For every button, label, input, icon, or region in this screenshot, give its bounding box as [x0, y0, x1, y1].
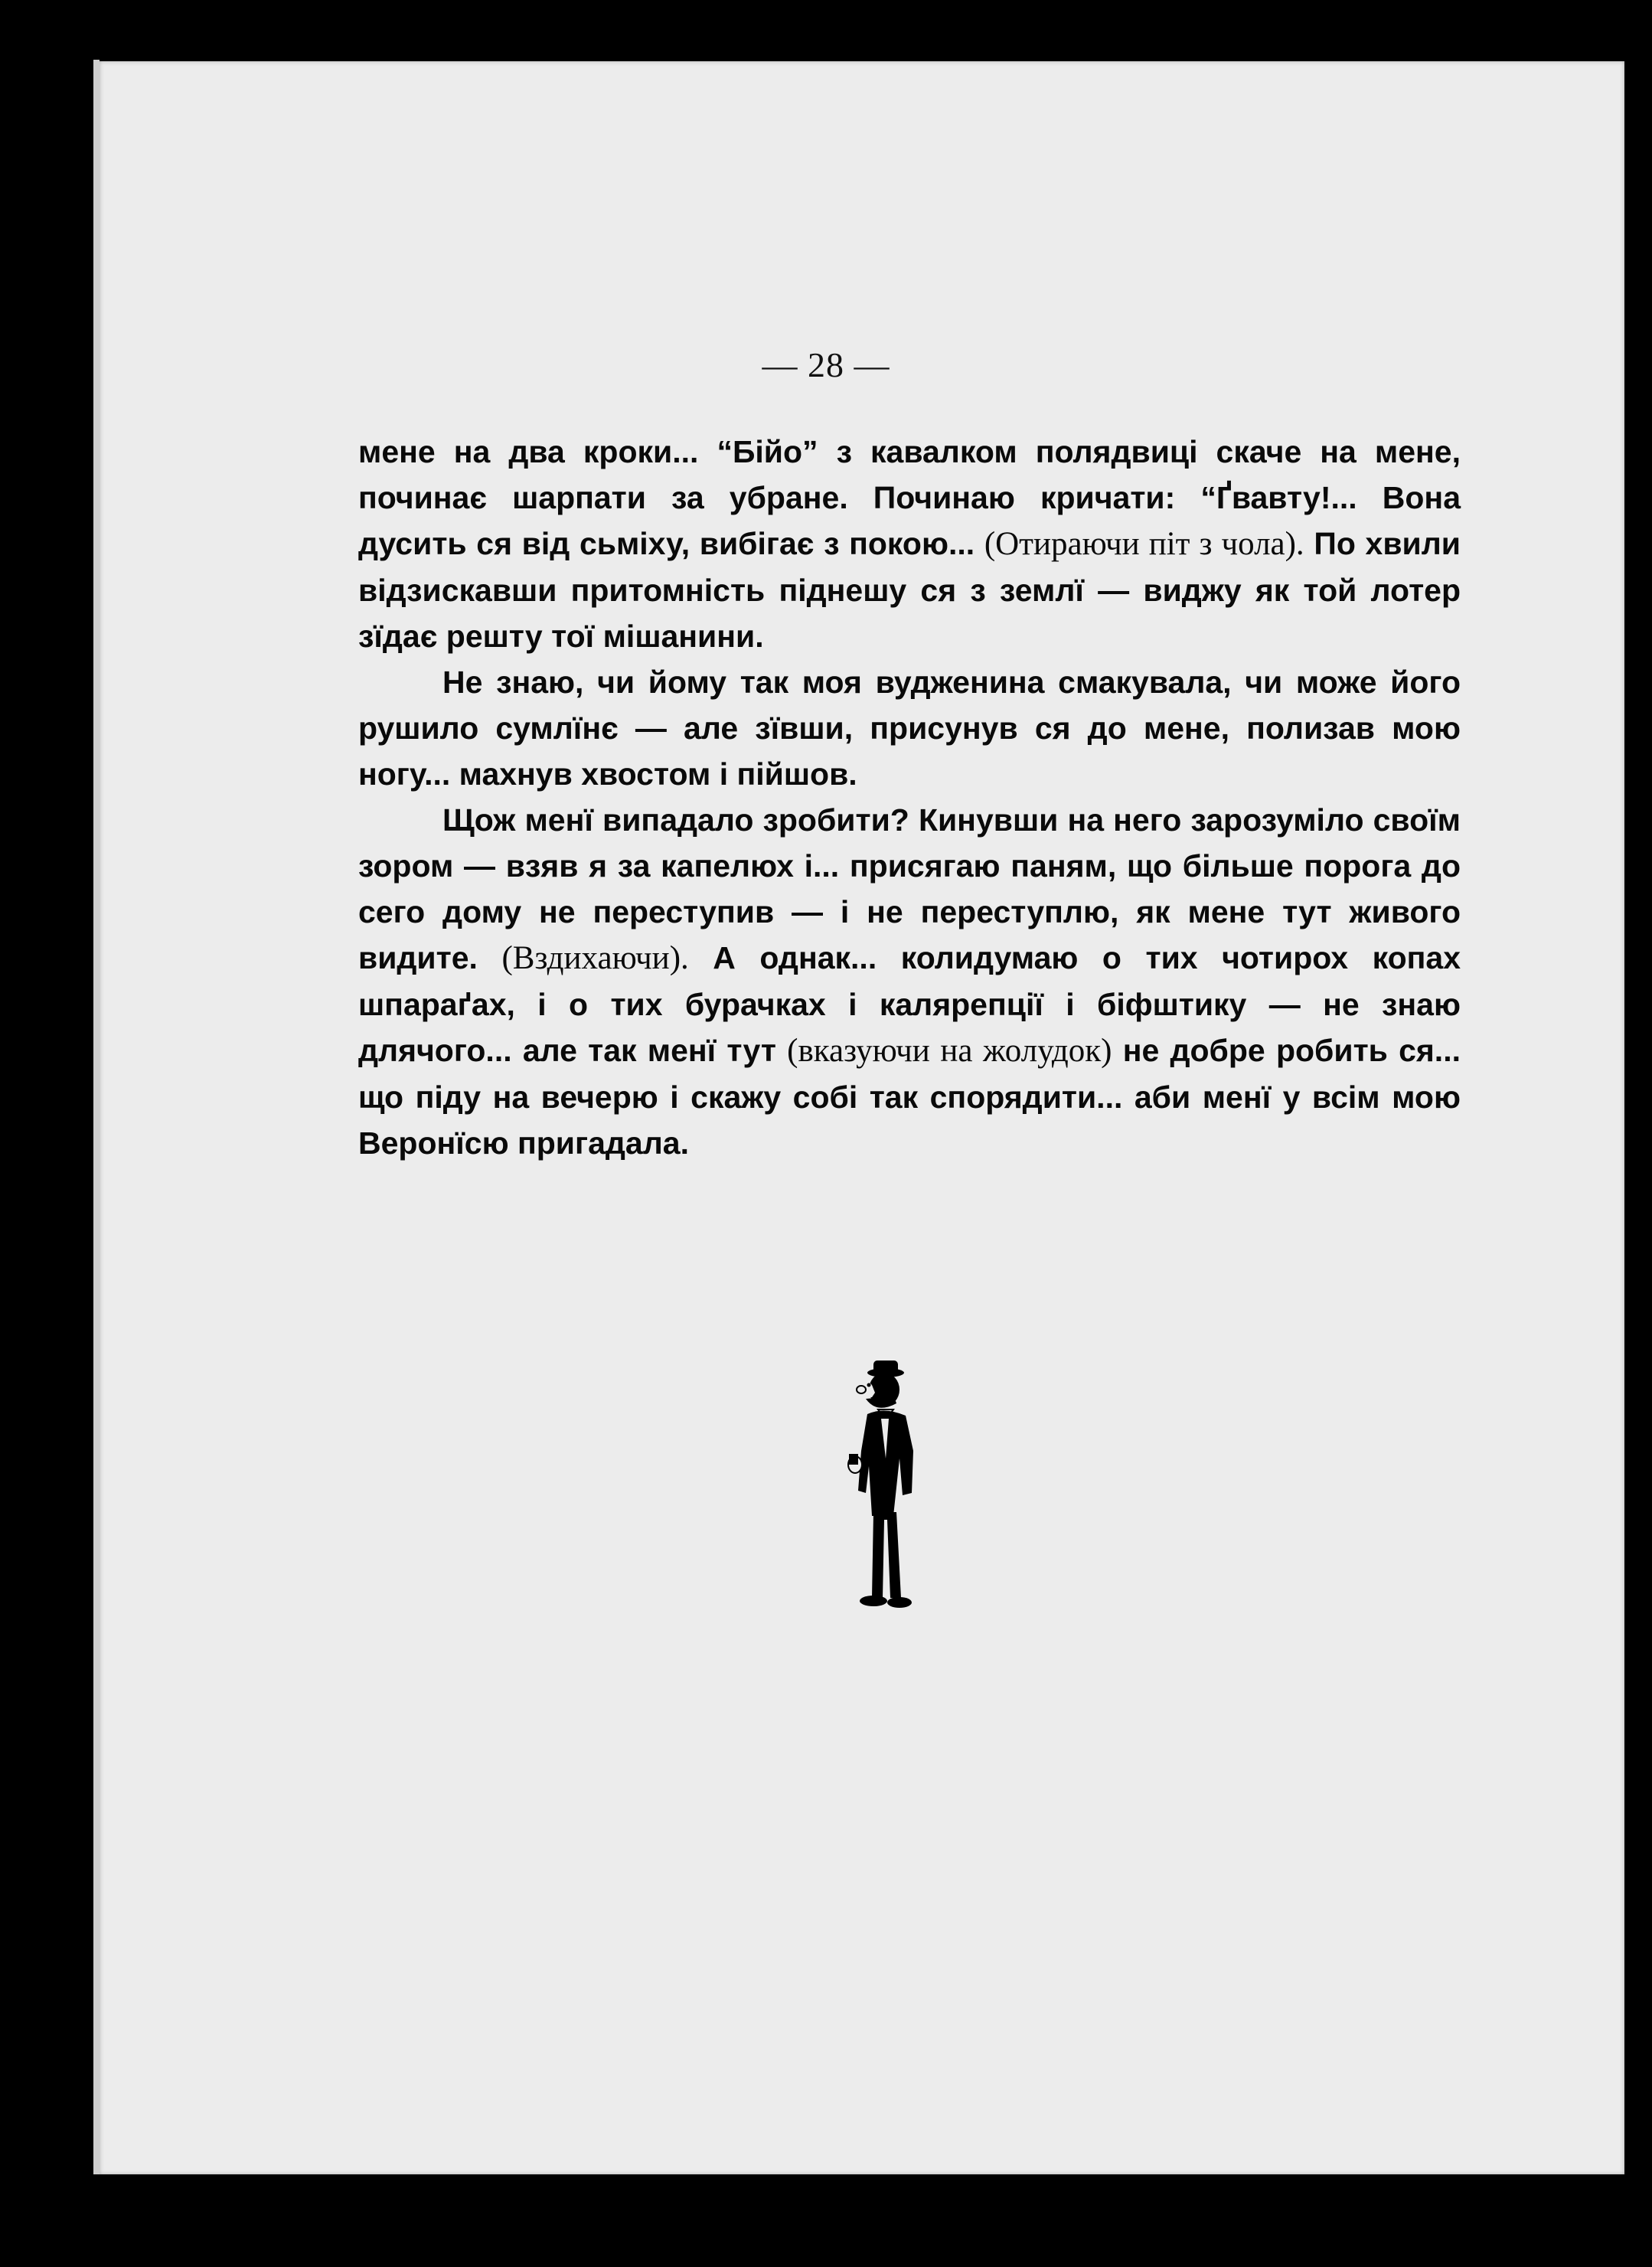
text-run: мене на два кроки... “Бійо” з кавалком полядвиці скаче на мене, починає шарпати за убране. Починаю кричати: “Ґвавту!... Вона дусить ся від сьміху, вибігає з покою...	[358, 434, 1461, 561]
text-run: А однак... колидумаю о тих чотирох копах шпараґах, і о тих бурачках і калярепції і біфштику — не знаю длячого... але так менї тут	[358, 940, 1461, 1068]
man-in-hat-figure-icon	[838, 1359, 961, 1635]
text-run: Щож менї випадало зробити? Кинувши на него зарозуміло своїм зором — взяв я за капелюх і... присягаю паням, що більше порога до сего дому не переступив — і не переступлю, як мене тут живого видите.	[358, 802, 1461, 975]
paragraph	[358, 797, 1461, 1166]
text-run: По хвили відзискавши притомність піднешу ся з землї — виджу як той лотер зїдає решту тої мішанини.	[358, 526, 1461, 654]
stage-direction: (Отираючи піт з чола).	[984, 526, 1304, 562]
paragraph	[358, 429, 1461, 659]
text-run: не добре робить ся... що піду на вечерю і скажу собі так спорядити... аби менї у всім мою Веронїсю пригадала.	[358, 1033, 1461, 1161]
body-text	[358, 429, 1461, 1166]
paragraph	[358, 659, 1461, 797]
stage-direction: (вказуючи на жолудок)	[787, 1033, 1112, 1069]
page-number: — 28 —	[762, 345, 890, 384]
text-run: Не знаю, чи йому так моя вудженина смакувала, чи може його рушило сумлїнє — але зївши, присунув ся до мене, полизав мою ногу... махнув хвостом і пійшов.	[358, 665, 1461, 792]
stage-direction: (Вздихаючи).	[501, 940, 689, 976]
